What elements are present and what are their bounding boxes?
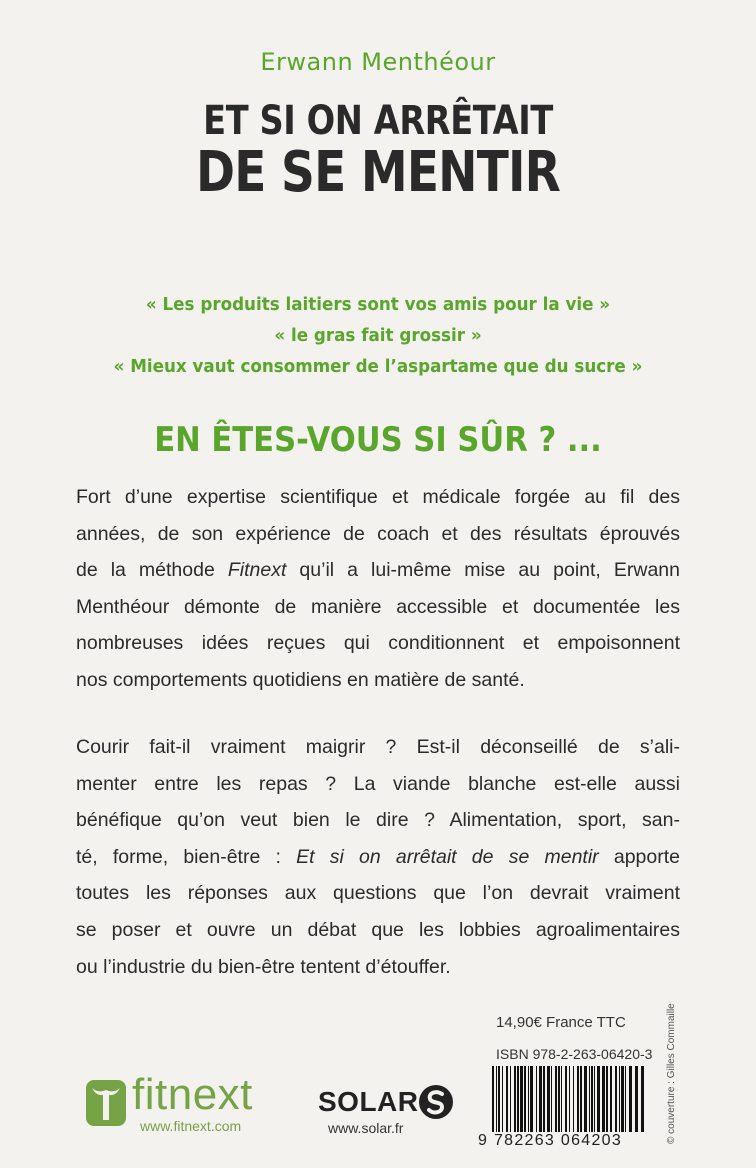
barcode-bar [492,1066,494,1132]
blurb-line: Fort d’une expertise scientifique et médicale forgée au fil des [76,486,680,508]
blurb-text: de la méthode [76,559,228,582]
headline: EN ÊTES-VOUS SI SÛR ? ... [154,420,602,460]
quote-2: « le gras fait grossir » [274,325,482,346]
blurb-line: se poser et ouvre un débat que les lobbies agroalimentaires [76,918,680,941]
barcode-bar [584,1066,587,1132]
barcode-bar [621,1066,624,1132]
barcode-bar [569,1066,570,1132]
barcode-bar [594,1066,595,1132]
barcode-bar [528,1066,529,1132]
barcode-bar [514,1066,516,1132]
blurb-line: bénéfique qu’on veut bien le dire ? Alimentation, sport, san- [76,809,680,832]
barcode-bar [539,1066,542,1132]
blurb-line: Menthéour démonte de manière accessible et documentée les [76,595,680,618]
blurb-line: Courir fait-il vraiment maigrir ? Est-il déconseillé de s’ali- [76,736,680,758]
book-title-line-2: DE SE MENTIR [195,140,560,205]
blurb-line: nos comportements quotidiens en matière de santé. [76,668,525,691]
barcode-bar [629,1066,632,1132]
barcode-bar [610,1066,612,1132]
barcode-bar [573,1066,574,1132]
blurb-line: toutes les réponses aux questions que l’on devrait vraiment [76,882,680,905]
book-title-line-1: ET SI ON ARRÊTAIT [203,98,553,144]
blurb-paragraph-1 [76,479,680,699]
barcode-bar [510,1066,511,1132]
barcode-bar [517,1066,519,1132]
barcode-bar [641,1066,644,1132]
cover-credit: © couverture : Gilles Commaille [666,1003,677,1144]
barcode-bar [536,1066,537,1132]
barcode-bar [561,1066,562,1132]
blurb-line [76,552,680,589]
barcode-bar [565,1066,567,1132]
blurb-italic-text: Fitnext [227,559,287,582]
blurb-text: té, forme, bien-être : [76,845,297,868]
barcode-bar [530,1066,533,1132]
barcode-bar [547,1066,550,1132]
barcode [490,1066,648,1132]
barcode-bar [580,1066,582,1132]
author-name: Erwann Menthéour [260,48,496,76]
barcode-bar [615,1066,617,1132]
barcode-bar [635,1066,638,1132]
barcode-bar [591,1066,593,1132]
barcode-bar [602,1066,605,1132]
blurb-paragraph-2 [76,729,680,985]
quote-1: « Les produits laitiers sont vos amis pour la vie » [145,294,611,315]
barcode-bar [506,1066,508,1132]
barcode-bar [498,1066,500,1132]
quotes-block [0,289,756,382]
price: 14,90€ France TTC [496,1014,626,1031]
blurb-line: menter entre les repas ? La viande blanche est-elle aussi [76,772,680,795]
barcode-bar [577,1066,579,1132]
barcode-bar [589,1066,590,1132]
quote-3: « Mieux vaut consommer de l’aspartame que du sucre » [113,356,643,377]
barcode-bar [502,1066,503,1132]
blurb-line: années, de son expérience de coach et des résultats éprouvés [76,522,680,545]
barcode-bar [606,1066,608,1132]
blurb-text: qu’il a lui-même mise au point, Erwann [286,559,680,582]
barcode-bar [543,1066,545,1132]
blurb-line [76,839,680,876]
fitnext-logo-icon [86,1080,126,1126]
fitnext-wordmark: fitnext [132,1070,253,1119]
solar-wordmark: SOLAR [318,1086,419,1117]
barcode-bar [551,1066,552,1132]
blurb-line: ou l’industrie du bien-être tentent d’étouffer. [76,955,451,978]
blurb-text: apporte [598,845,681,868]
blurb-line: nombreuses idées reçues qui conditionnent et empoisonnent [76,632,680,655]
solar-url: www.solar.fr [328,1120,404,1136]
barcode-bar [520,1066,523,1132]
isbn: ISBN 978-2-263-06420-3 [496,1046,653,1062]
barcode-bar [619,1066,620,1132]
blurb-italic-text: Et si on arrêtait de se mentir [296,845,599,868]
barcode-bar [558,1066,560,1132]
barcode-bar [625,1066,626,1132]
barcode-bar [597,1066,600,1132]
barcode-digits: 9 782263 064203 [478,1132,623,1149]
barcode-bar [496,1066,497,1132]
fitnext-url: www.fitnext.com [140,1118,242,1134]
barcode-bar [555,1066,557,1132]
barcode-bar [524,1066,526,1132]
solar-logo-icon [418,1082,454,1122]
